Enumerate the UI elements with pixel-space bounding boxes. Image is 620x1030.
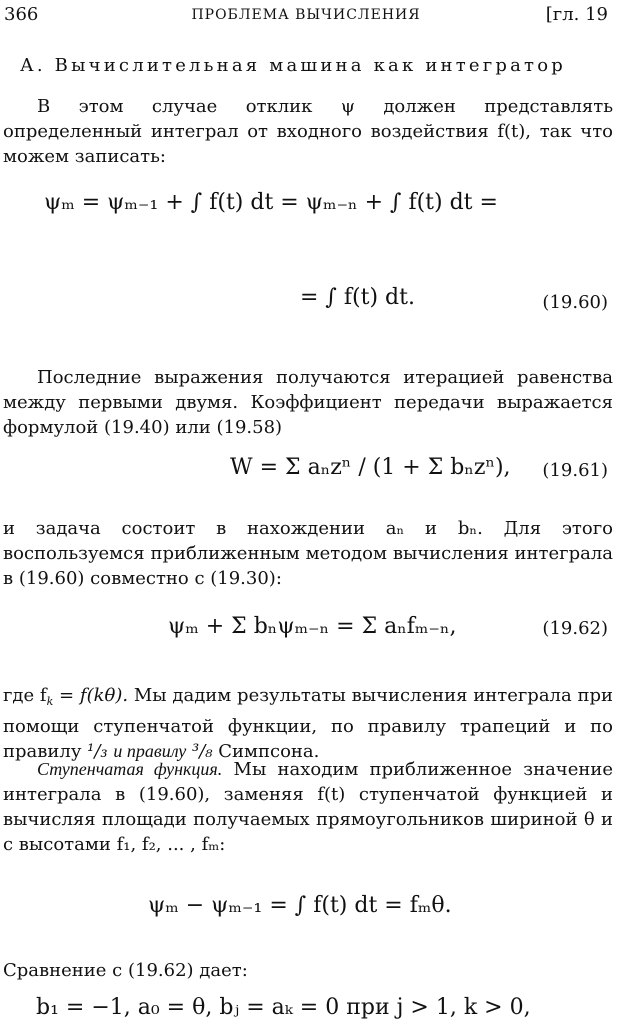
- equation-last-text: b₁ = −1, a₀ = θ, bⱼ = aₖ = 0 при j > 1, k > 0,: [36, 995, 531, 1020]
- paragraph-4: [3, 683, 613, 764]
- equation-19-60-line2-text: = ∫ f(t) dt.: [300, 285, 415, 310]
- page-header: [4, 4, 608, 28]
- paragraph-4-def: = f(kθ).: [53, 685, 134, 706]
- paragraph-1: В этом случае отклик ψ должен представлять определенный интеграл от входного воздействия f(t), так что можем записать:: [3, 96, 613, 167]
- equation-number-19-62: (19.62): [542, 618, 608, 639]
- equation-step-text: ψₘ − ψₘ₋₁ = ∫ f(t) dt = fₘθ.: [148, 893, 452, 918]
- running-title: ПРОБЛЕМА ВЫЧИСЛЕНИЯ: [191, 7, 421, 23]
- paragraph-5-heading: Ступенчатая функция.: [37, 759, 223, 779]
- section-title: А. Вычислительная машина как интегратор: [20, 55, 566, 76]
- page-number: 366: [4, 4, 39, 25]
- equation-19-60-line1-text: ψₘ = ψₘ₋₁ + ∫ f(t) dt = ψₘ₋ₙ + ∫ f(t) dt =: [44, 190, 498, 215]
- paragraph-5-body: Мы находим приближенное значение интеграла в (19.60), заменяя f(t) ступенчатой функцией и вычисляя площади получаемых прямоугольников шириной θ и с высотами f₁, f₂, ... , fₘ:: [3, 759, 613, 855]
- paragraph-4-sub: k: [46, 695, 54, 708]
- paragraph-4-lead: где f: [3, 685, 47, 706]
- equation-number-19-60: (19.60): [542, 292, 608, 313]
- paragraph-6: Сравнение с (19.62) дает:: [3, 960, 248, 981]
- paragraph-4-rule2: ³/₈: [192, 741, 219, 762]
- chapter-label: [гл. 19: [545, 4, 608, 25]
- equation-number-19-61: (19.61): [542, 460, 608, 481]
- paragraph-2: Последние выражения получаются итерацией равенства между первыми двумя. Коэффициент передачи выражается формулой (19.40) или (19.58): [3, 367, 613, 438]
- paragraph-3: и задача состоит в нахождении aₙ и bₙ. Для этого воспользуемся приближенным методом вычисления интеграла в (19.60) совместно с (19.30):: [3, 518, 613, 589]
- paragraph-4-and: и правилу: [113, 741, 187, 761]
- paragraph-4-body: Мы дадим результаты вычисления интеграла при помощи ступенчатой функции, по правилу трапеций и по правилу: [3, 685, 614, 762]
- paragraph-5: [3, 757, 613, 857]
- paragraph-4-rule1: ¹/₃: [87, 741, 114, 762]
- equation-19-62-text: ψₘ + Σ bₙψₘ₋ₙ = Σ aₙfₘ₋ₙ,: [168, 614, 457, 639]
- paragraph-4-tail: Симпсона.: [218, 741, 320, 762]
- equation-19-61-text: W = Σ aₙzⁿ / (1 + Σ bₙzⁿ),: [230, 455, 511, 480]
